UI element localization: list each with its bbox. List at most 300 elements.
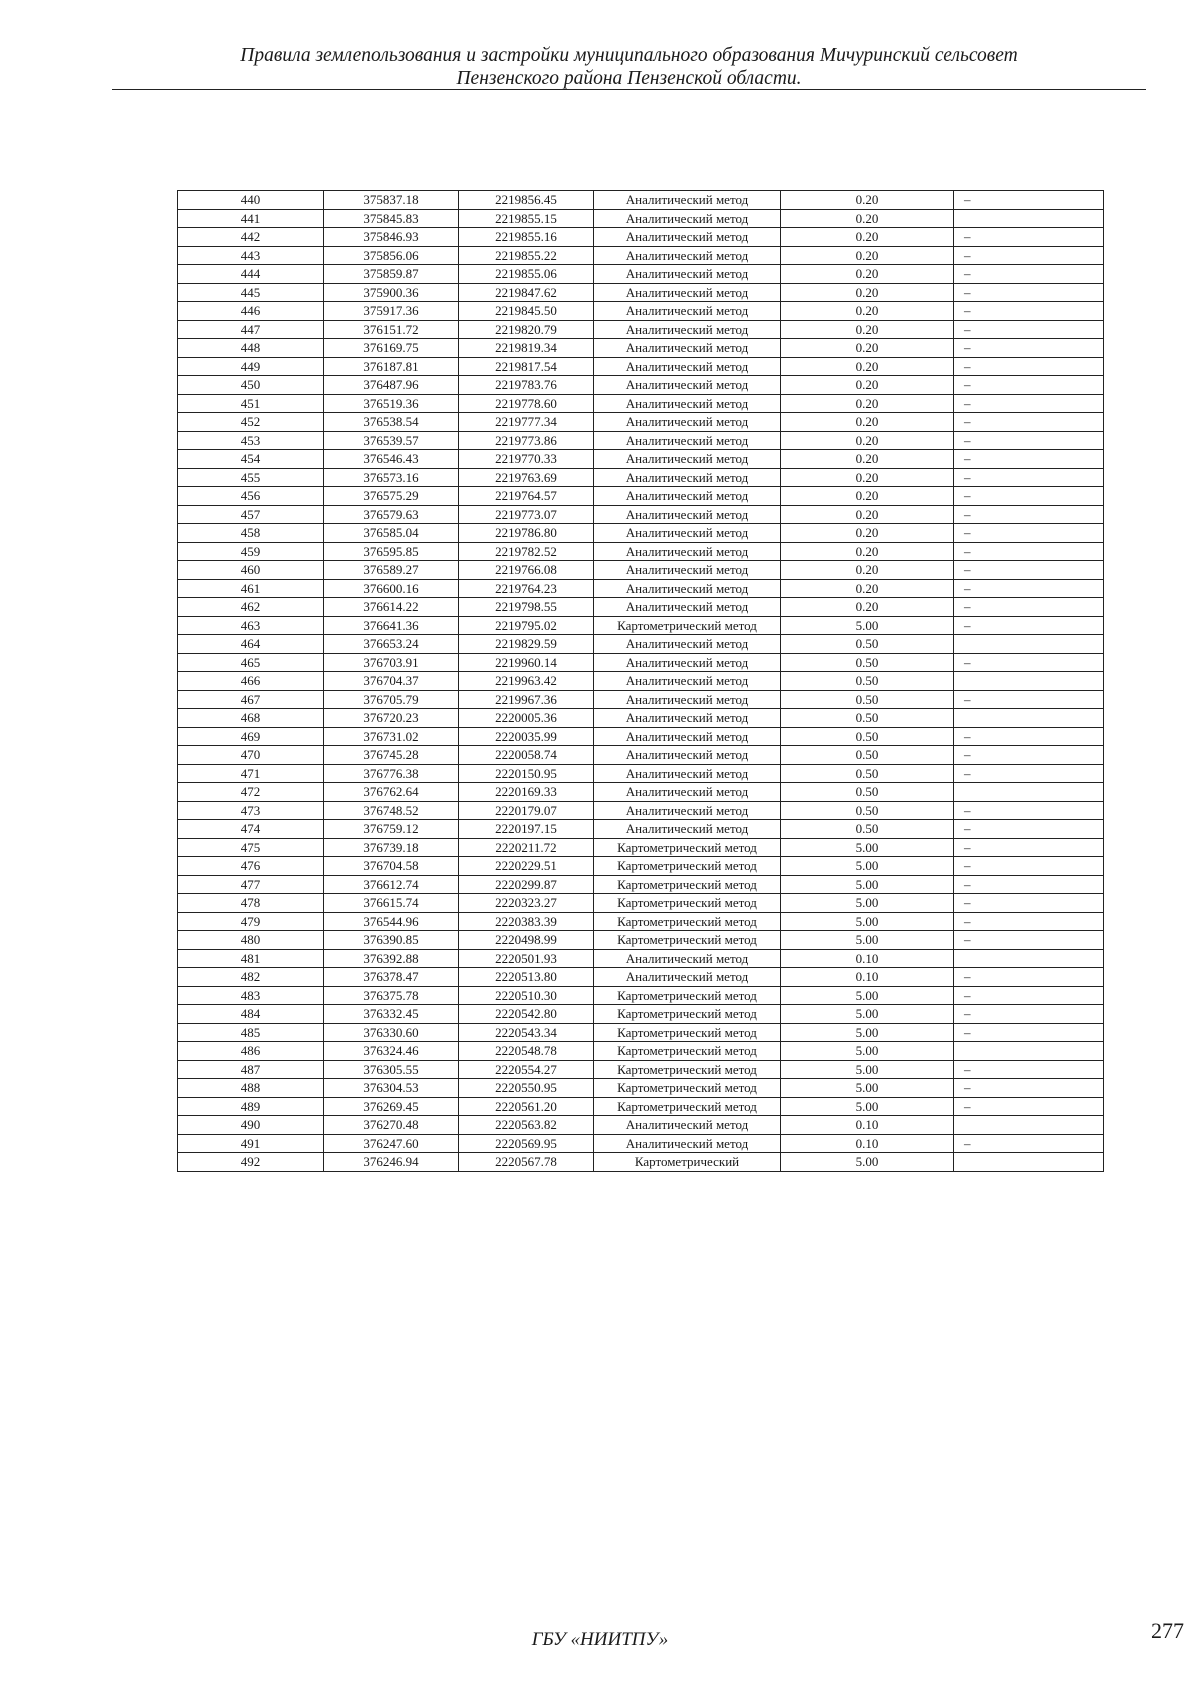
point-number-cell: 444 (178, 265, 324, 284)
point-number-cell: 460 (178, 561, 324, 580)
accuracy-cell: 0.20 (781, 357, 954, 376)
point-number-cell: 469 (178, 727, 324, 746)
point-number-cell: 484 (178, 1005, 324, 1024)
accuracy-cell: 0.10 (781, 1134, 954, 1153)
y-coordinate-cell: 2219967.36 (459, 690, 594, 709)
x-coordinate-cell: 376573.16 (324, 468, 459, 487)
mark-cell (954, 949, 1104, 968)
accuracy-cell: 0.20 (781, 283, 954, 302)
accuracy-cell: 0.50 (781, 764, 954, 783)
point-number-cell: 479 (178, 912, 324, 931)
x-coordinate-cell: 376579.63 (324, 505, 459, 524)
y-coordinate-cell: 2220179.07 (459, 801, 594, 820)
accuracy-cell: 0.20 (781, 320, 954, 339)
method-cell: Картометрический метод (594, 912, 781, 931)
point-number-cell: 474 (178, 820, 324, 839)
y-coordinate-cell: 2219855.15 (459, 209, 594, 228)
accuracy-cell: 5.00 (781, 1023, 954, 1042)
x-coordinate-cell: 376595.85 (324, 542, 459, 561)
table-row (178, 450, 1104, 469)
header-rule (112, 89, 1146, 90)
table-row (178, 524, 1104, 543)
x-coordinate-cell: 376378.47 (324, 968, 459, 987)
table-row (178, 228, 1104, 247)
method-cell: Аналитический метод (594, 746, 781, 765)
mark-cell: – (954, 357, 1104, 376)
point-number-cell: 470 (178, 746, 324, 765)
method-cell: Аналитический метод (594, 727, 781, 746)
mark-cell: – (954, 283, 1104, 302)
x-coordinate-cell: 375845.83 (324, 209, 459, 228)
accuracy-cell: 5.00 (781, 931, 954, 950)
method-cell: Аналитический метод (594, 598, 781, 617)
x-coordinate-cell: 376538.54 (324, 413, 459, 432)
mark-cell: – (954, 1079, 1104, 1098)
mark-cell: – (954, 561, 1104, 580)
accuracy-cell: 0.20 (781, 246, 954, 265)
point-number-cell: 449 (178, 357, 324, 376)
accuracy-cell: 0.50 (781, 746, 954, 765)
method-cell: Аналитический метод (594, 764, 781, 783)
point-number-cell: 450 (178, 376, 324, 395)
x-coordinate-cell: 376304.53 (324, 1079, 459, 1098)
y-coordinate-cell: 2220299.87 (459, 875, 594, 894)
x-coordinate-cell: 376641.36 (324, 616, 459, 635)
accuracy-cell: 0.20 (781, 339, 954, 358)
method-cell: Картометрический (594, 1153, 781, 1172)
y-coordinate-cell: 2220563.82 (459, 1116, 594, 1135)
method-cell: Картометрический метод (594, 838, 781, 857)
table-row (178, 1079, 1104, 1098)
x-coordinate-cell: 376745.28 (324, 746, 459, 765)
accuracy-cell: 0.20 (781, 191, 954, 210)
mark-cell: – (954, 857, 1104, 876)
x-coordinate-cell: 376324.46 (324, 1042, 459, 1061)
method-cell: Аналитический метод (594, 653, 781, 672)
table-row (178, 561, 1104, 580)
accuracy-cell: 5.00 (781, 616, 954, 635)
accuracy-cell: 0.20 (781, 561, 954, 580)
point-number-cell: 447 (178, 320, 324, 339)
y-coordinate-cell: 2219764.57 (459, 487, 594, 506)
method-cell: Картометрический метод (594, 894, 781, 913)
header-line-1: Правила землепользования и застройки муниципального образования Мичуринский сельсовет (240, 45, 1018, 66)
x-coordinate-cell: 376539.57 (324, 431, 459, 450)
table-row (178, 302, 1104, 321)
y-coordinate-cell: 2219786.80 (459, 524, 594, 543)
accuracy-cell: 0.20 (781, 468, 954, 487)
point-number-cell: 473 (178, 801, 324, 820)
mark-cell (954, 209, 1104, 228)
x-coordinate-cell: 376519.36 (324, 394, 459, 413)
table-row (178, 746, 1104, 765)
x-coordinate-cell: 376169.75 (324, 339, 459, 358)
mark-cell: – (954, 394, 1104, 413)
table-row (178, 246, 1104, 265)
point-number-cell: 468 (178, 709, 324, 728)
y-coordinate-cell: 2219817.54 (459, 357, 594, 376)
x-coordinate-cell: 375859.87 (324, 265, 459, 284)
accuracy-cell: 0.10 (781, 968, 954, 987)
y-coordinate-cell: 2220498.99 (459, 931, 594, 950)
table-row (178, 838, 1104, 857)
table-row (178, 413, 1104, 432)
y-coordinate-cell: 2220550.95 (459, 1079, 594, 1098)
accuracy-cell: 5.00 (781, 838, 954, 857)
table-row (178, 468, 1104, 487)
footer-org: ГБУ «НИИТПУ» (531, 1629, 669, 1650)
table-row (178, 635, 1104, 654)
coordinates-table (177, 190, 1104, 1172)
y-coordinate-cell: 2220567.78 (459, 1153, 594, 1172)
table-row (178, 431, 1104, 450)
table-row (178, 968, 1104, 987)
accuracy-cell: 0.20 (781, 542, 954, 561)
mark-cell: – (954, 542, 1104, 561)
accuracy-cell: 0.20 (781, 265, 954, 284)
y-coordinate-cell: 2220150.95 (459, 764, 594, 783)
accuracy-cell: 0.50 (781, 635, 954, 654)
method-cell: Аналитический метод (594, 1134, 781, 1153)
method-cell: Аналитический метод (594, 468, 781, 487)
mark-cell (954, 635, 1104, 654)
table-row (178, 394, 1104, 413)
accuracy-cell: 0.20 (781, 413, 954, 432)
table-row (178, 690, 1104, 709)
point-number-cell: 453 (178, 431, 324, 450)
x-coordinate-cell: 376653.24 (324, 635, 459, 654)
method-cell: Аналитический метод (594, 801, 781, 820)
accuracy-cell: 0.20 (781, 431, 954, 450)
method-cell: Картометрический метод (594, 1042, 781, 1061)
table-row (178, 1153, 1104, 1172)
point-number-cell: 486 (178, 1042, 324, 1061)
point-number-cell: 457 (178, 505, 324, 524)
mark-cell: – (954, 764, 1104, 783)
point-number-cell: 482 (178, 968, 324, 987)
method-cell: Картометрический метод (594, 1060, 781, 1079)
method-cell: Аналитический метод (594, 339, 781, 358)
method-cell: Картометрический метод (594, 1079, 781, 1098)
accuracy-cell: 0.50 (781, 801, 954, 820)
x-coordinate-cell: 375900.36 (324, 283, 459, 302)
y-coordinate-cell: 2219855.22 (459, 246, 594, 265)
accuracy-cell: 0.50 (781, 727, 954, 746)
method-cell: Аналитический метод (594, 246, 781, 265)
mark-cell: – (954, 191, 1104, 210)
table-row (178, 894, 1104, 913)
method-cell: Аналитический метод (594, 450, 781, 469)
method-cell: Аналитический метод (594, 542, 781, 561)
mark-cell: – (954, 320, 1104, 339)
point-number-cell: 445 (178, 283, 324, 302)
method-cell: Аналитический метод (594, 820, 781, 839)
table-row (178, 357, 1104, 376)
point-number-cell: 455 (178, 468, 324, 487)
table-row (178, 598, 1104, 617)
mark-cell: – (954, 450, 1104, 469)
method-cell: Картометрический метод (594, 986, 781, 1005)
table-row (178, 320, 1104, 339)
accuracy-cell: 0.50 (781, 820, 954, 839)
point-number-cell: 467 (178, 690, 324, 709)
method-cell: Аналитический метод (594, 561, 781, 580)
method-cell: Картометрический метод (594, 616, 781, 635)
y-coordinate-cell: 2219782.52 (459, 542, 594, 561)
method-cell: Аналитический метод (594, 672, 781, 691)
y-coordinate-cell: 2219829.59 (459, 635, 594, 654)
table-row (178, 1005, 1104, 1024)
x-coordinate-cell: 376731.02 (324, 727, 459, 746)
table-row (178, 1060, 1104, 1079)
mark-cell: – (954, 431, 1104, 450)
method-cell: Аналитический метод (594, 265, 781, 284)
x-coordinate-cell: 376375.78 (324, 986, 459, 1005)
y-coordinate-cell: 2219963.42 (459, 672, 594, 691)
point-number-cell: 487 (178, 1060, 324, 1079)
coordinates-table-body (178, 191, 1104, 1172)
page-header (112, 44, 1146, 90)
accuracy-cell: 0.20 (781, 376, 954, 395)
accuracy-cell: 0.20 (781, 524, 954, 543)
x-coordinate-cell: 376776.38 (324, 764, 459, 783)
x-coordinate-cell: 376330.60 (324, 1023, 459, 1042)
y-coordinate-cell: 2220501.93 (459, 949, 594, 968)
y-coordinate-cell: 2219795.02 (459, 616, 594, 635)
table-row (178, 1042, 1104, 1061)
method-cell: Аналитический метод (594, 357, 781, 376)
mark-cell (954, 783, 1104, 802)
point-number-cell: 465 (178, 653, 324, 672)
x-coordinate-cell: 376705.79 (324, 690, 459, 709)
table-row (178, 283, 1104, 302)
mark-cell: – (954, 246, 1104, 265)
accuracy-cell: 0.20 (781, 302, 954, 321)
x-coordinate-cell: 376600.16 (324, 579, 459, 598)
point-number-cell: 490 (178, 1116, 324, 1135)
mark-cell: – (954, 820, 1104, 839)
x-coordinate-cell: 376614.22 (324, 598, 459, 617)
mark-cell: – (954, 579, 1104, 598)
point-number-cell: 441 (178, 209, 324, 228)
mark-cell (954, 1042, 1104, 1061)
mark-cell: – (954, 690, 1104, 709)
x-coordinate-cell: 376720.23 (324, 709, 459, 728)
accuracy-cell: 5.00 (781, 1005, 954, 1024)
accuracy-cell: 5.00 (781, 1079, 954, 1098)
mark-cell: – (954, 1060, 1104, 1079)
point-number-cell: 478 (178, 894, 324, 913)
point-number-cell: 489 (178, 1097, 324, 1116)
accuracy-cell: 5.00 (781, 857, 954, 876)
y-coordinate-cell: 2220323.27 (459, 894, 594, 913)
point-number-cell: 480 (178, 931, 324, 950)
y-coordinate-cell: 2219820.79 (459, 320, 594, 339)
point-number-cell: 491 (178, 1134, 324, 1153)
y-coordinate-cell: 2220510.30 (459, 986, 594, 1005)
x-coordinate-cell: 376269.45 (324, 1097, 459, 1116)
x-coordinate-cell: 376748.52 (324, 801, 459, 820)
mark-cell: – (954, 894, 1104, 913)
method-cell: Картометрический метод (594, 857, 781, 876)
y-coordinate-cell: 2220035.99 (459, 727, 594, 746)
accuracy-cell: 0.20 (781, 487, 954, 506)
point-number-cell: 459 (178, 542, 324, 561)
point-number-cell: 471 (178, 764, 324, 783)
accuracy-cell: 0.50 (781, 672, 954, 691)
table-row (178, 1116, 1104, 1135)
method-cell: Аналитический метод (594, 302, 781, 321)
method-cell: Аналитический метод (594, 968, 781, 987)
accuracy-cell: 5.00 (781, 1153, 954, 1172)
mark-cell: – (954, 524, 1104, 543)
x-coordinate-cell: 376305.55 (324, 1060, 459, 1079)
point-number-cell: 458 (178, 524, 324, 543)
accuracy-cell: 0.10 (781, 1116, 954, 1135)
x-coordinate-cell: 376332.45 (324, 1005, 459, 1024)
accuracy-cell: 5.00 (781, 1060, 954, 1079)
x-coordinate-cell: 376704.58 (324, 857, 459, 876)
y-coordinate-cell: 2220383.39 (459, 912, 594, 931)
mark-cell: – (954, 968, 1104, 987)
point-number-cell: 446 (178, 302, 324, 321)
point-number-cell: 456 (178, 487, 324, 506)
y-coordinate-cell: 2219763.69 (459, 468, 594, 487)
mark-cell: – (954, 413, 1104, 432)
point-number-cell: 454 (178, 450, 324, 469)
method-cell: Картометрический метод (594, 1005, 781, 1024)
table-row (178, 1134, 1104, 1153)
y-coordinate-cell: 2220169.33 (459, 783, 594, 802)
accuracy-cell: 0.50 (781, 653, 954, 672)
point-number-cell: 466 (178, 672, 324, 691)
point-number-cell: 461 (178, 579, 324, 598)
method-cell: Аналитический метод (594, 191, 781, 210)
y-coordinate-cell: 2220569.95 (459, 1134, 594, 1153)
page-number: 277 (1151, 1618, 1184, 1643)
method-cell: Аналитический метод (594, 635, 781, 654)
table-row (178, 857, 1104, 876)
mark-cell: – (954, 228, 1104, 247)
x-coordinate-cell: 376762.64 (324, 783, 459, 802)
y-coordinate-cell: 2220561.20 (459, 1097, 594, 1116)
table-row (178, 265, 1104, 284)
y-coordinate-cell: 2220229.51 (459, 857, 594, 876)
table-row (178, 339, 1104, 358)
method-cell: Аналитический метод (594, 505, 781, 524)
y-coordinate-cell: 2220058.74 (459, 746, 594, 765)
mark-cell: – (954, 468, 1104, 487)
y-coordinate-cell: 2219778.60 (459, 394, 594, 413)
mark-cell: – (954, 912, 1104, 931)
x-coordinate-cell: 376390.85 (324, 931, 459, 950)
table-row (178, 727, 1104, 746)
table-row (178, 616, 1104, 635)
accuracy-cell: 0.20 (781, 209, 954, 228)
mark-cell: – (954, 376, 1104, 395)
point-number-cell: 477 (178, 875, 324, 894)
y-coordinate-cell: 2220542.80 (459, 1005, 594, 1024)
table-row (178, 986, 1104, 1005)
point-number-cell: 464 (178, 635, 324, 654)
y-coordinate-cell: 2219819.34 (459, 339, 594, 358)
x-coordinate-cell: 375846.93 (324, 228, 459, 247)
y-coordinate-cell: 2220554.27 (459, 1060, 594, 1079)
point-number-cell: 463 (178, 616, 324, 635)
table-row (178, 1023, 1104, 1042)
y-coordinate-cell: 2220211.72 (459, 838, 594, 857)
accuracy-cell: 0.20 (781, 394, 954, 413)
accuracy-cell: 0.50 (781, 690, 954, 709)
mark-cell (954, 709, 1104, 728)
y-coordinate-cell: 2219845.50 (459, 302, 594, 321)
x-coordinate-cell: 376704.37 (324, 672, 459, 691)
method-cell: Аналитический метод (594, 579, 781, 598)
table-row (178, 487, 1104, 506)
point-number-cell: 475 (178, 838, 324, 857)
x-coordinate-cell: 376759.12 (324, 820, 459, 839)
point-number-cell: 488 (178, 1079, 324, 1098)
accuracy-cell: 5.00 (781, 912, 954, 931)
table-row (178, 579, 1104, 598)
x-coordinate-cell: 376739.18 (324, 838, 459, 857)
x-coordinate-cell: 376546.43 (324, 450, 459, 469)
accuracy-cell: 5.00 (781, 875, 954, 894)
x-coordinate-cell: 376151.72 (324, 320, 459, 339)
accuracy-cell: 0.50 (781, 783, 954, 802)
mark-cell: – (954, 727, 1104, 746)
x-coordinate-cell: 376544.96 (324, 912, 459, 931)
y-coordinate-cell: 2220548.78 (459, 1042, 594, 1061)
accuracy-cell: 0.20 (781, 598, 954, 617)
accuracy-cell: 0.50 (781, 709, 954, 728)
y-coordinate-cell: 2219773.86 (459, 431, 594, 450)
mark-cell: – (954, 302, 1104, 321)
method-cell: Аналитический метод (594, 283, 781, 302)
x-coordinate-cell: 376575.29 (324, 487, 459, 506)
table-row (178, 1097, 1104, 1116)
mark-cell: – (954, 616, 1104, 635)
table-row (178, 949, 1104, 968)
table-row (178, 709, 1104, 728)
method-cell: Картометрический метод (594, 875, 781, 894)
mark-cell: – (954, 986, 1104, 1005)
method-cell: Аналитический метод (594, 783, 781, 802)
accuracy-cell: 0.10 (781, 949, 954, 968)
accuracy-cell: 0.20 (781, 228, 954, 247)
x-coordinate-cell: 376270.48 (324, 1116, 459, 1135)
method-cell: Аналитический метод (594, 413, 781, 432)
point-number-cell: 483 (178, 986, 324, 1005)
method-cell: Аналитический метод (594, 431, 781, 450)
y-coordinate-cell: 2219783.76 (459, 376, 594, 395)
x-coordinate-cell: 376585.04 (324, 524, 459, 543)
point-number-cell: 440 (178, 191, 324, 210)
y-coordinate-cell: 2219856.45 (459, 191, 594, 210)
y-coordinate-cell: 2219855.16 (459, 228, 594, 247)
method-cell: Аналитический метод (594, 1116, 781, 1135)
method-cell: Аналитический метод (594, 209, 781, 228)
table-row (178, 209, 1104, 228)
y-coordinate-cell: 2219777.34 (459, 413, 594, 432)
mark-cell: – (954, 1097, 1104, 1116)
mark-cell: – (954, 339, 1104, 358)
x-coordinate-cell: 376246.94 (324, 1153, 459, 1172)
table-row (178, 912, 1104, 931)
mark-cell: – (954, 1023, 1104, 1042)
y-coordinate-cell: 2220197.15 (459, 820, 594, 839)
x-coordinate-cell: 376247.60 (324, 1134, 459, 1153)
